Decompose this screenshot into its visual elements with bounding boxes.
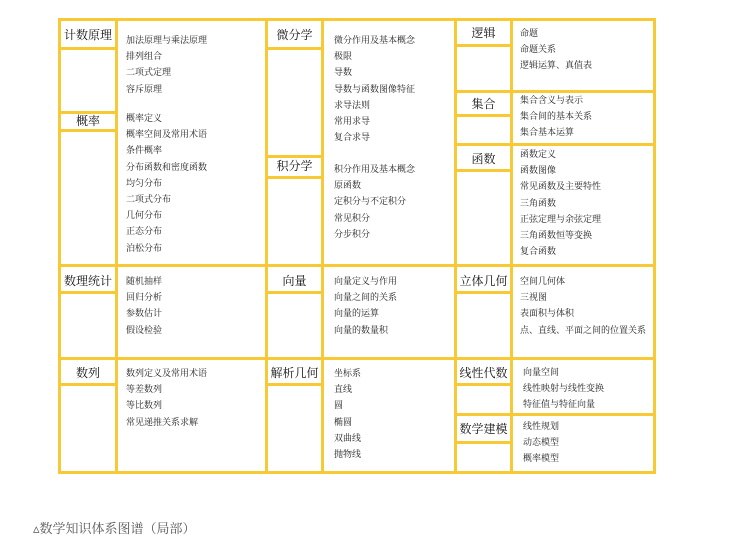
heading-liti: 立体几何	[459, 274, 508, 288]
heading-shulie: 数列	[75, 366, 100, 380]
list-item: 回归分析	[126, 293, 163, 304]
list-item: 排列组合	[126, 52, 163, 63]
grid-line	[454, 383, 510, 386]
heading-xianxing: 线性代数	[459, 366, 508, 380]
list-item: 双曲线	[334, 433, 362, 444]
list-item: 二项式分布	[126, 194, 172, 205]
heading-luoji: 逻辑	[471, 26, 496, 40]
heading-jianmo: 数学建模	[459, 422, 508, 436]
heading-gailv: 概率	[75, 114, 100, 128]
grid-line	[61, 291, 115, 294]
list-item: 等差数列	[126, 385, 163, 396]
list-luoji	[520, 26, 592, 75]
grid-line	[61, 129, 115, 132]
list-item: 点、直线、平面之间的位置关系	[520, 325, 647, 336]
list-weifen	[334, 33, 415, 146]
list-item: 随机抽样	[126, 277, 163, 287]
list-item: 函数图像	[520, 166, 557, 177]
grid-line	[454, 44, 510, 47]
grid-line	[61, 264, 653, 267]
grid-line	[454, 291, 510, 294]
heading-xiangliang: 向量	[282, 274, 307, 288]
grid-line	[265, 176, 321, 179]
list-gailv	[126, 111, 207, 257]
list-item: 命题	[520, 29, 539, 39]
grid-line	[115, 21, 118, 471]
list-item: 逻辑运算、真值表	[520, 61, 593, 72]
list-liti	[520, 274, 646, 339]
list-item: 假设检验	[126, 325, 163, 336]
list-item: 条件概率	[126, 146, 163, 157]
grid-line	[454, 143, 653, 146]
list-item: 坐标系	[334, 369, 362, 379]
list-item: 分步积分	[334, 229, 371, 240]
list-item: 均匀分布	[126, 178, 163, 189]
list-item: 概率空间及常用术语	[126, 130, 208, 141]
list-item: 集合含义与表示	[520, 96, 584, 106]
list-item: 参数估计	[126, 309, 163, 320]
list-item: 数列定义及常用术语	[126, 369, 208, 379]
list-item: 抛物线	[334, 449, 362, 460]
list-item: 分布函数和密度函数	[126, 162, 208, 173]
list-item: 概率模型	[523, 454, 560, 465]
list-item: 正弦定理与余弦定理	[520, 214, 602, 225]
list-item: 集合间的基本关系	[520, 112, 593, 123]
list-item: 常见递推关系求解	[126, 417, 199, 428]
list-item: 特征值与特征向量	[523, 400, 596, 411]
heading-jishu: 计数原理	[63, 28, 112, 42]
list-item: 几何分布	[126, 211, 163, 222]
figure-caption: ▵数学知识体系图谱（局部）	[33, 522, 196, 537]
list-item: 线性规划	[523, 422, 560, 432]
list-item: 椭圆	[334, 417, 353, 428]
list-item: 泊松分布	[126, 243, 163, 254]
list-item: 复合函数	[520, 247, 557, 258]
list-item: 集合基本运算	[520, 128, 575, 139]
list-item: 等比数列	[126, 401, 163, 412]
list-item: 二项式定理	[126, 68, 172, 79]
list-item: 容斥原理	[126, 84, 163, 95]
list-item: 线性映射与线性变换	[523, 384, 605, 395]
heading-jifen: 积分学	[276, 159, 313, 173]
heading-hanshu: 函数	[471, 152, 496, 166]
grid-line	[321, 21, 324, 471]
grid-line	[454, 441, 510, 444]
list-item: 向量定义与作用	[334, 277, 398, 287]
list-item: 导数	[334, 68, 353, 79]
grid-line	[265, 21, 268, 471]
list-item: 正态分布	[126, 227, 163, 238]
list-jianmo	[523, 419, 559, 468]
heading-jiexi: 解析几何	[270, 366, 319, 380]
list-jishu	[126, 33, 207, 98]
list-item: 命题关系	[520, 45, 557, 56]
list-xiangliang	[334, 274, 397, 339]
list-item: 函数定义	[520, 150, 557, 160]
grid-line	[265, 383, 321, 386]
grid-line	[265, 291, 321, 294]
grid-line	[61, 47, 115, 50]
list-shulie	[126, 366, 207, 431]
list-item: 加法原理与乘法原理	[126, 36, 208, 46]
list-item: 常见函数及主要特性	[520, 182, 602, 193]
list-item: 微分作用及基本概念	[334, 36, 416, 46]
grid-line	[61, 383, 115, 386]
list-item: 圆	[334, 401, 344, 412]
list-hanshu	[520, 147, 601, 260]
grid-line	[454, 21, 457, 471]
list-jiexi	[334, 366, 361, 463]
grid-line	[510, 21, 513, 471]
list-item: 常见积分	[334, 213, 371, 224]
list-item: 向量的数量积	[334, 325, 389, 336]
list-item: 向量的运算	[334, 309, 380, 320]
list-item: 积分作用及基本概念	[334, 165, 416, 175]
list-xianxing	[523, 365, 604, 414]
list-item: 定积分与不定积分	[334, 197, 407, 208]
grid-line	[454, 169, 510, 172]
heading-weifen: 微分学	[276, 28, 313, 42]
grid-line	[61, 357, 653, 360]
list-item: 导数与函数图像特征	[334, 84, 416, 95]
list-jifen	[334, 162, 415, 243]
list-item: 原函数	[334, 181, 362, 192]
knowledge-map-grid	[58, 18, 656, 474]
list-item: 极限	[334, 52, 353, 63]
list-item: 向量空间	[523, 368, 560, 378]
list-item: 三视图	[520, 293, 548, 304]
list-item: 常用求导	[334, 116, 371, 127]
list-item: 表面积与体积	[520, 309, 575, 320]
grid-line	[454, 114, 510, 117]
list-item: 三角函数恒等变换	[520, 230, 593, 241]
list-item: 求导法则	[334, 100, 371, 111]
list-item: 直线	[334, 385, 353, 396]
list-item: 复合求导	[334, 133, 371, 144]
list-item: 动态模型	[523, 438, 560, 449]
list-shuju	[126, 274, 162, 339]
list-item: 概率定义	[126, 114, 163, 124]
grid-line	[265, 47, 321, 50]
list-item: 向量之间的关系	[334, 293, 398, 304]
list-jihe	[520, 93, 592, 142]
list-item: 三角函数	[520, 198, 557, 209]
heading-shuju: 数理统计	[63, 274, 112, 288]
list-item: 空间几何体	[520, 277, 566, 287]
heading-jihe: 集合	[471, 97, 496, 111]
